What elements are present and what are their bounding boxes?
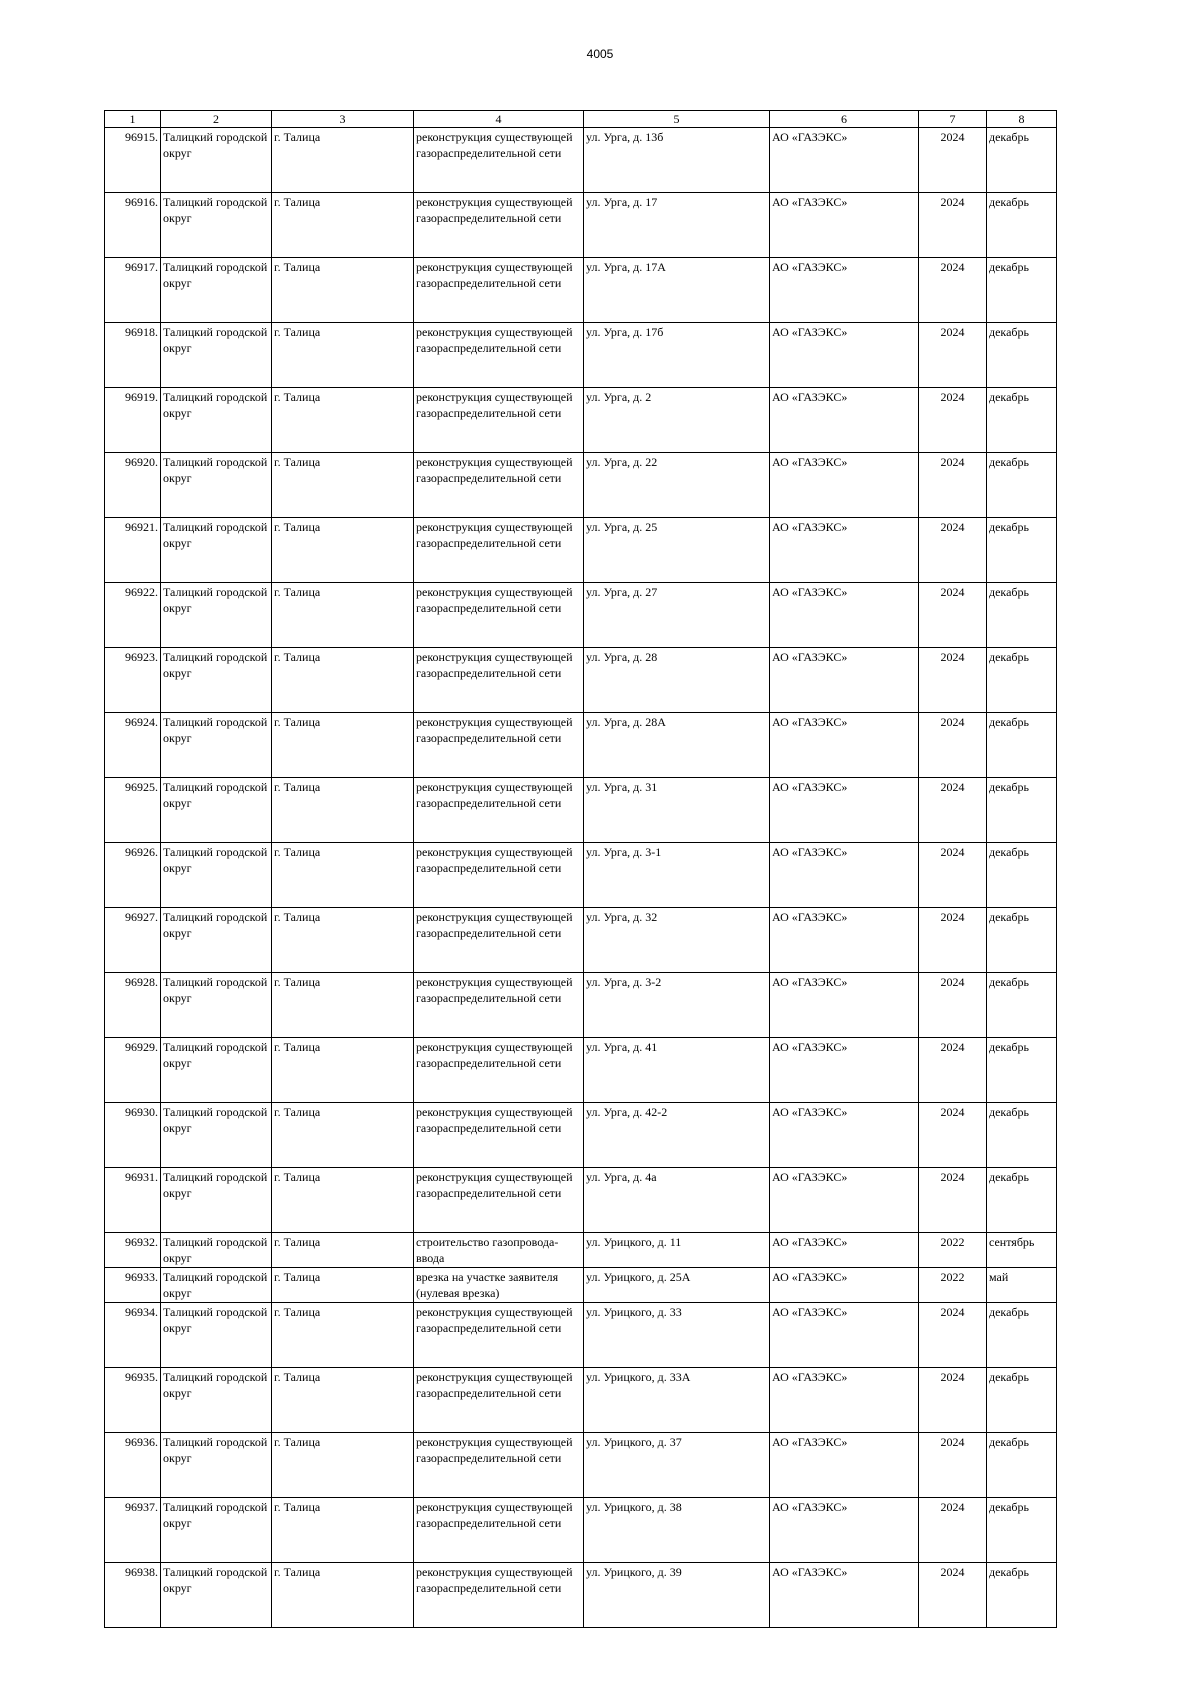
table-row [105, 1433, 1057, 1498]
row-number-cell: 96923. [105, 648, 161, 713]
table-row [105, 518, 1057, 583]
address-cell: ул. Урга, д. 13б [584, 128, 770, 193]
year-cell: 2022 [919, 1233, 987, 1268]
month-cell: декабрь [987, 1038, 1057, 1103]
locality-cell: г. Талица [272, 1498, 414, 1563]
address-cell: ул. Урга, д. 3-1 [584, 843, 770, 908]
year-cell: 2024 [919, 258, 987, 323]
locality-cell: г. Талица [272, 1268, 414, 1303]
locality-cell: г. Талица [272, 453, 414, 518]
address-cell: ул. Урга, д. 28 [584, 648, 770, 713]
month-cell: декабрь [987, 518, 1057, 583]
month-cell: декабрь [987, 778, 1057, 843]
year-cell: 2024 [919, 1103, 987, 1168]
organization-cell: АО «ГАЗЭКС» [770, 1563, 919, 1628]
row-number-cell: 96934. [105, 1303, 161, 1368]
month-cell: декабрь [987, 323, 1057, 388]
work-type-cell: реконструкция существующей газораспределительной сети [414, 1103, 584, 1168]
locality-cell: г. Талица [272, 973, 414, 1038]
organization-cell: АО «ГАЗЭКС» [770, 323, 919, 388]
address-cell: ул. Урга, д. 31 [584, 778, 770, 843]
row-number-cell: 96933. [105, 1268, 161, 1303]
column-number: 4 [414, 111, 584, 128]
district-cell: Талицкий городской округ [161, 1168, 272, 1233]
address-cell: ул. Урга, д. 41 [584, 1038, 770, 1103]
locality-cell: г. Талица [272, 193, 414, 258]
address-cell: ул. Урицкого, д. 33А [584, 1368, 770, 1433]
column-number: 1 [105, 111, 161, 128]
work-type-cell: реконструкция существующей газораспределительной сети [414, 193, 584, 258]
organization-cell: АО «ГАЗЭКС» [770, 1103, 919, 1168]
year-cell: 2024 [919, 518, 987, 583]
locality-cell: г. Талица [272, 1433, 414, 1498]
locality-cell: г. Талица [272, 258, 414, 323]
month-cell: декабрь [987, 193, 1057, 258]
work-type-cell: реконструкция существующей газораспределительной сети [414, 323, 584, 388]
locality-cell: г. Талица [272, 1303, 414, 1368]
organization-cell: АО «ГАЗЭКС» [770, 193, 919, 258]
work-type-cell: реконструкция существующей газораспределительной сети [414, 713, 584, 778]
row-number-cell: 96925. [105, 778, 161, 843]
district-cell: Талицкий городской округ [161, 843, 272, 908]
address-cell: ул. Урга, д. 17А [584, 258, 770, 323]
work-type-cell: реконструкция существующей газораспределительной сети [414, 258, 584, 323]
district-cell: Талицкий городской округ [161, 713, 272, 778]
row-number-cell: 96921. [105, 518, 161, 583]
column-number: 3 [272, 111, 414, 128]
month-cell: декабрь [987, 1563, 1057, 1628]
work-type-cell: врезка на участке заявителя (нулевая врезка) [414, 1268, 584, 1303]
month-cell: декабрь [987, 648, 1057, 713]
district-cell: Талицкий городской округ [161, 908, 272, 973]
row-number-cell: 96922. [105, 583, 161, 648]
work-type-cell: реконструкция существующей газораспределительной сети [414, 843, 584, 908]
district-cell: Талицкий городской округ [161, 1268, 272, 1303]
month-cell: декабрь [987, 453, 1057, 518]
organization-cell: АО «ГАЗЭКС» [770, 1268, 919, 1303]
row-number-cell: 96936. [105, 1433, 161, 1498]
work-type-cell: реконструкция существующей газораспределительной сети [414, 648, 584, 713]
work-type-cell: строительство газопровода-ввода [414, 1233, 584, 1268]
work-type-cell: реконструкция существующей газораспределительной сети [414, 1498, 584, 1563]
locality-cell: г. Талица [272, 128, 414, 193]
organization-cell: АО «ГАЗЭКС» [770, 258, 919, 323]
work-type-cell: реконструкция существующей газораспределительной сети [414, 1038, 584, 1103]
row-number-cell: 96935. [105, 1368, 161, 1433]
month-cell: декабрь [987, 128, 1057, 193]
row-number-cell: 96917. [105, 258, 161, 323]
organization-cell: АО «ГАЗЭКС» [770, 908, 919, 973]
row-number-cell: 96919. [105, 388, 161, 453]
district-cell: Талицкий городской округ [161, 128, 272, 193]
district-cell: Талицкий городской округ [161, 1038, 272, 1103]
row-number-cell: 96930. [105, 1103, 161, 1168]
row-number-cell: 96938. [105, 1563, 161, 1628]
organization-cell: АО «ГАЗЭКС» [770, 1498, 919, 1563]
month-cell: декабрь [987, 388, 1057, 453]
address-cell: ул. Урга, д. 42-2 [584, 1103, 770, 1168]
organization-cell: АО «ГАЗЭКС» [770, 1038, 919, 1103]
district-cell: Талицкий городской округ [161, 388, 272, 453]
column-number: 6 [770, 111, 919, 128]
address-cell: ул. Урицкого, д. 11 [584, 1233, 770, 1268]
locality-cell: г. Талица [272, 1368, 414, 1433]
year-cell: 2024 [919, 323, 987, 388]
year-cell: 2024 [919, 128, 987, 193]
table-row [105, 778, 1057, 843]
organization-cell: АО «ГАЗЭКС» [770, 1368, 919, 1433]
locality-cell: г. Талица [272, 1038, 414, 1103]
locality-cell: г. Талица [272, 908, 414, 973]
year-cell: 2022 [919, 1268, 987, 1303]
table-row [105, 258, 1057, 323]
district-cell: Талицкий городской округ [161, 453, 272, 518]
address-cell: ул. Урицкого, д. 33 [584, 1303, 770, 1368]
locality-cell: г. Талица [272, 583, 414, 648]
row-number-cell: 96920. [105, 453, 161, 518]
organization-cell: АО «ГАЗЭКС» [770, 128, 919, 193]
row-number-cell: 96916. [105, 193, 161, 258]
address-cell: ул. Урга, д. 17 [584, 193, 770, 258]
table-row [105, 323, 1057, 388]
district-cell: Талицкий городской округ [161, 648, 272, 713]
gasification-table [104, 110, 1057, 1628]
year-cell: 2024 [919, 193, 987, 258]
work-type-cell: реконструкция существующей газораспределительной сети [414, 1433, 584, 1498]
work-type-cell: реконструкция существующей газораспределительной сети [414, 973, 584, 1038]
address-cell: ул. Урга, д. 3-2 [584, 973, 770, 1038]
table-row [105, 1303, 1057, 1368]
row-number-cell: 96918. [105, 323, 161, 388]
work-type-cell: реконструкция существующей газораспределительной сети [414, 128, 584, 193]
district-cell: Талицкий городской округ [161, 778, 272, 843]
organization-cell: АО «ГАЗЭКС» [770, 583, 919, 648]
row-number-cell: 96932. [105, 1233, 161, 1268]
table-row [105, 1038, 1057, 1103]
address-cell: ул. Урга, д. 27 [584, 583, 770, 648]
locality-cell: г. Талица [272, 843, 414, 908]
row-number-cell: 96931. [105, 1168, 161, 1233]
table-row [105, 128, 1057, 193]
locality-cell: г. Талица [272, 1168, 414, 1233]
month-cell: декабрь [987, 258, 1057, 323]
year-cell: 2024 [919, 453, 987, 518]
locality-cell: г. Талица [272, 1233, 414, 1268]
address-cell: ул. Урга, д. 2 [584, 388, 770, 453]
column-number: 7 [919, 111, 987, 128]
organization-cell: АО «ГАЗЭКС» [770, 453, 919, 518]
table-row [105, 1103, 1057, 1168]
table-row [105, 843, 1057, 908]
row-number-cell: 96937. [105, 1498, 161, 1563]
month-cell: декабрь [987, 1303, 1057, 1368]
address-cell: ул. Урга, д. 28А [584, 713, 770, 778]
organization-cell: АО «ГАЗЭКС» [770, 1433, 919, 1498]
year-cell: 2024 [919, 1303, 987, 1368]
district-cell: Талицкий городской округ [161, 1303, 272, 1368]
table-row [105, 713, 1057, 778]
row-number-cell: 96928. [105, 973, 161, 1038]
table-row [105, 453, 1057, 518]
organization-cell: АО «ГАЗЭКС» [770, 713, 919, 778]
address-cell: ул. Урга, д. 4а [584, 1168, 770, 1233]
table-row [105, 1268, 1057, 1303]
year-cell: 2024 [919, 1368, 987, 1433]
district-cell: Талицкий городской округ [161, 258, 272, 323]
month-cell: сентябрь [987, 1233, 1057, 1268]
work-type-cell: реконструкция существующей газораспределительной сети [414, 518, 584, 583]
month-cell: декабрь [987, 1168, 1057, 1233]
organization-cell: АО «ГАЗЭКС» [770, 518, 919, 583]
district-cell: Талицкий городской округ [161, 973, 272, 1038]
district-cell: Талицкий городской округ [161, 1368, 272, 1433]
year-cell: 2024 [919, 1038, 987, 1103]
table-row [105, 193, 1057, 258]
table-row [105, 908, 1057, 973]
address-cell: ул. Урицкого, д. 38 [584, 1498, 770, 1563]
year-cell: 2024 [919, 1168, 987, 1233]
table-row [105, 648, 1057, 713]
month-cell: декабрь [987, 843, 1057, 908]
column-number-row [105, 111, 1057, 128]
district-cell: Талицкий городской округ [161, 1233, 272, 1268]
column-number: 2 [161, 111, 272, 128]
address-cell: ул. Урга, д. 25 [584, 518, 770, 583]
month-cell: декабрь [987, 973, 1057, 1038]
year-cell: 2024 [919, 908, 987, 973]
work-type-cell: реконструкция существующей газораспределительной сети [414, 583, 584, 648]
row-number-cell: 96915. [105, 128, 161, 193]
month-cell: май [987, 1268, 1057, 1303]
organization-cell: АО «ГАЗЭКС» [770, 648, 919, 713]
year-cell: 2024 [919, 843, 987, 908]
organization-cell: АО «ГАЗЭКС» [770, 1168, 919, 1233]
address-cell: ул. Урицкого, д. 25А [584, 1268, 770, 1303]
table-row [105, 1498, 1057, 1563]
district-cell: Талицкий городской округ [161, 193, 272, 258]
organization-cell: АО «ГАЗЭКС» [770, 973, 919, 1038]
locality-cell: г. Талица [272, 1103, 414, 1168]
work-type-cell: реконструкция существующей газораспределительной сети [414, 1563, 584, 1628]
work-type-cell: реконструкция существующей газораспределительной сети [414, 388, 584, 453]
year-cell: 2024 [919, 973, 987, 1038]
month-cell: декабрь [987, 1498, 1057, 1563]
row-number-cell: 96927. [105, 908, 161, 973]
month-cell: декабрь [987, 1368, 1057, 1433]
address-cell: ул. Урга, д. 17б [584, 323, 770, 388]
address-cell: ул. Урицкого, д. 39 [584, 1563, 770, 1628]
locality-cell: г. Талица [272, 518, 414, 583]
column-number: 5 [584, 111, 770, 128]
month-cell: декабрь [987, 1433, 1057, 1498]
district-cell: Талицкий городской округ [161, 1433, 272, 1498]
work-type-cell: реконструкция существующей газораспределительной сети [414, 908, 584, 973]
organization-cell: АО «ГАЗЭКС» [770, 388, 919, 453]
locality-cell: г. Талица [272, 648, 414, 713]
table-row [105, 1563, 1057, 1628]
year-cell: 2024 [919, 713, 987, 778]
year-cell: 2024 [919, 583, 987, 648]
locality-cell: г. Талица [272, 713, 414, 778]
address-cell: ул. Урга, д. 32 [584, 908, 770, 973]
year-cell: 2024 [919, 388, 987, 453]
year-cell: 2024 [919, 778, 987, 843]
locality-cell: г. Талица [272, 323, 414, 388]
organization-cell: АО «ГАЗЭКС» [770, 1303, 919, 1368]
organization-cell: АО «ГАЗЭКС» [770, 843, 919, 908]
month-cell: декабрь [987, 713, 1057, 778]
month-cell: декабрь [987, 1103, 1057, 1168]
table-row [105, 1233, 1057, 1268]
work-type-cell: реконструкция существующей газораспределительной сети [414, 453, 584, 518]
table-row [105, 1168, 1057, 1233]
district-cell: Талицкий городской округ [161, 518, 272, 583]
table-row [105, 388, 1057, 453]
column-number: 8 [987, 111, 1057, 128]
year-cell: 2024 [919, 1498, 987, 1563]
month-cell: декабрь [987, 583, 1057, 648]
locality-cell: г. Талица [272, 388, 414, 453]
work-type-cell: реконструкция существующей газораспределительной сети [414, 1303, 584, 1368]
year-cell: 2024 [919, 1563, 987, 1628]
year-cell: 2024 [919, 648, 987, 713]
organization-cell: АО «ГАЗЭКС» [770, 1233, 919, 1268]
district-cell: Талицкий городской округ [161, 1563, 272, 1628]
locality-cell: г. Талица [272, 1563, 414, 1628]
table-row [105, 973, 1057, 1038]
work-type-cell: реконструкция существующей газораспределительной сети [414, 1368, 584, 1433]
table-row [105, 583, 1057, 648]
district-cell: Талицкий городской округ [161, 323, 272, 388]
row-number-cell: 96929. [105, 1038, 161, 1103]
row-number-cell: 96924. [105, 713, 161, 778]
locality-cell: г. Талица [272, 778, 414, 843]
district-cell: Талицкий городской округ [161, 583, 272, 648]
year-cell: 2024 [919, 1433, 987, 1498]
table-row [105, 1368, 1057, 1433]
work-type-cell: реконструкция существующей газораспределительной сети [414, 778, 584, 843]
page-number: 4005 [586, 47, 614, 61]
district-cell: Талицкий городской округ [161, 1103, 272, 1168]
address-cell: ул. Урга, д. 22 [584, 453, 770, 518]
district-cell: Талицкий городской округ [161, 1498, 272, 1563]
address-cell: ул. Урицкого, д. 37 [584, 1433, 770, 1498]
table-body [105, 128, 1057, 1628]
month-cell: декабрь [987, 908, 1057, 973]
row-number-cell: 96926. [105, 843, 161, 908]
work-type-cell: реконструкция существующей газораспределительной сети [414, 1168, 584, 1233]
organization-cell: АО «ГАЗЭКС» [770, 778, 919, 843]
